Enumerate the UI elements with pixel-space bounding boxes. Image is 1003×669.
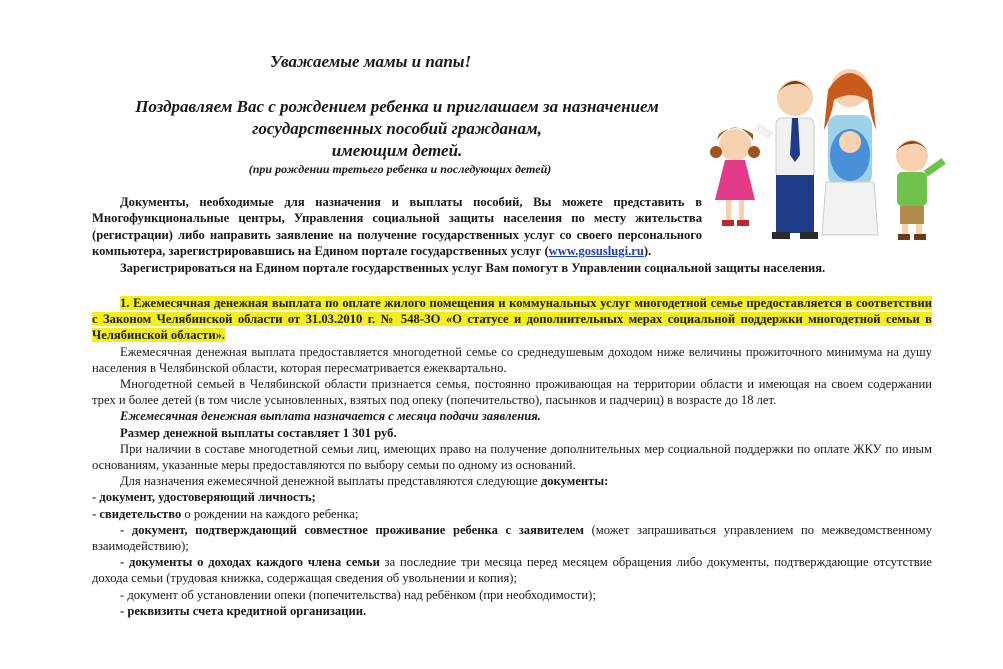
document-item-3: - документ, подтверждающий совместное проживание ребенка с заявителем (может запрашиваться управлением по межведомственному взаимодействию); [92,522,933,554]
greeting-heading: Уважаемые мамы и папы! [270,52,472,71]
congrats-line-3: имеющим детей. [331,141,463,160]
gosuslugi-link[interactable]: www.gosuslugi.ru [548,244,644,259]
section-paragraph-2: Многодетной семьей в Челябинской области признается семья, постоянно проживающая на территории области и имеющая на своем содержании трех и более детей (в том числе усыновленных, взятых под опеку (попечительство), пасынков и падчериц) в возрасте до 18 лет. [92,377,932,408]
section-paragraph-1: Ежемесячная денежная выплата предоставляется многодетной семье со среднедушевым доходом ниже величины прожиточного минимума на душу населения в Челябинской области, которая пересматривается ежеквартально. [92,344,932,375]
section-title: 1. Ежемесячная денежная выплата по оплате жилого помещения и коммунальных услуг многодетной семье предоставляется в соответствии с Законом Челябинской области от 31.03.2010 г. № 548-ЗО «О статусе и дополнительных мерах социальной поддержки многодетной семьи в Челябинской области». [92,296,932,343]
documents-intro: Для назначения ежемесячной денежной выплаты представляются следующие документы: [120,474,609,489]
mom-figure [822,69,878,235]
document-item-4: - документы о доходах каждого члена семьи за последние три месяца перед месяцем обращения либо документы, подтверждающие отсутствие дохода семьи (трудовая книжка, содержащая сведения об увольнении и копия); [92,555,932,586]
boy-figure [895,140,946,240]
document-item-2: - свидетельство о рождении на каждого ребенка; [92,506,359,521]
document-item-1: - документ, удостоверяющий личность; [92,490,316,505]
intro-paragraph: Документы, необходимые для назначения и выплаты пособий, Вы можете представить в Многофункциональные центры, Управления социальной защиты населения по месту жительства (регистрации) либо направить заявление на получение государственных услуг со своего персонального компьютера, зарегистрировавшись на Едином портале государственных услуг (www.gosuslugi.ru). [92,195,702,259]
payment-amount: Размер денежной выплаты составляет 1 301 руб. [120,425,397,440]
girl-figure [710,128,760,227]
congrats-line-1: Поздравляем Вас с рождением ребенка и приглашаем за назначением [135,97,659,116]
family-illustration [700,60,965,245]
intro-block [92,194,702,260]
section-paragraph-5: При наличии в составе многодетной семьи лиц, имеющих право на получение дополнительных мер социальной поддержки по оплате ЖКУ по иным основаниям, указанные меры предоставляются по выбору семьи по одному из оснований. [92,441,932,473]
dad-figure [754,80,818,239]
heading-note: (при рождении третьего ребенка и последующих детей) [248,162,552,176]
section-paragraph-3: Ежемесячная денежная выплата назначается с месяца подачи заявления. [120,409,541,424]
benefit-section [92,295,932,619]
congrats-line-2: государственных пособий гражданам, [252,119,542,138]
congrats-heading [92,96,702,162]
document-item-6: - реквизиты счета кредитной организации. [120,603,367,618]
registration-paragraph: Зарегистрироваться на Едином портале государственных услуг Вам помогут в Управлении социальной защиты населения. [120,261,826,275]
document-item-5: - документ об установлении опеки (попечительства) над ребёнком (при необходимости); [120,587,596,602]
